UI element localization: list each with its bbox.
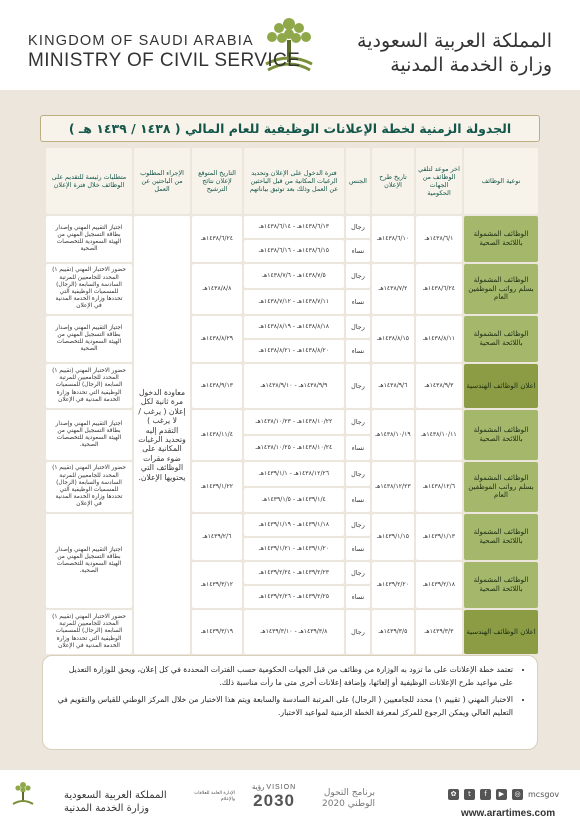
- table-row: [46, 462, 538, 486]
- row-men-period: ١٤٣٨/٦/١٣هـ - ١٤٣٨/٦/١٤هـ: [244, 216, 344, 238]
- row-type: الوظائف المشمولة باللائحة الصحية: [464, 514, 538, 560]
- row-result-date: ١٤٣٩/١/٢٢هـ: [192, 462, 242, 512]
- row-type: الوظائف المشمولة باللائحة الصحية: [464, 316, 538, 362]
- vision-label-ar: رؤية: [252, 784, 265, 791]
- table-header-row: [46, 148, 538, 214]
- row-gender-men: رجال: [346, 462, 370, 486]
- row-last-date: ١٤٣٨/١٠/١١هـ: [416, 410, 462, 460]
- row-gender-women: نساء: [346, 538, 370, 560]
- col-header-requirements: متطلبات رئيسة للتقديم على الوظائف خلال فترة الإعلان: [46, 148, 132, 214]
- row-gender-men: رجال: [346, 216, 370, 238]
- row-requirements: حضور الاختبار المهني (تقييم ١) المحدد للجامعيين للمرتبة السابعة (الرجال) للمسميات الوظيفية التي تحددها وزارة الخدمة المدنية في الإعلان: [46, 610, 132, 654]
- row-requirements: اجتياز التقييم المهني وإصدار بطاقة التسجيل المهني من الهيئة السعودية للتخصصات الصحية.: [46, 410, 132, 460]
- row-women-period: ١٤٣٩/٢/٢٥هـ - ١٤٣٩/٢/٢٦هـ: [244, 586, 344, 608]
- row-publish-date: ١٤٣٩/٣/٥هـ: [372, 610, 414, 654]
- header-arabic-line2: وزارة الخدمة المدنية: [390, 54, 552, 76]
- table-row: [46, 364, 538, 408]
- row-gender-men: رجال: [346, 514, 370, 536]
- row-gender-men: رجال: [346, 264, 370, 288]
- row-publish-date: ١٤٣٨/١٠/١٩هـ: [372, 410, 414, 460]
- row-men-period: ١٤٣٩/٢/٢٣هـ - ١٤٣٩/٢/٢٤هـ: [244, 562, 344, 584]
- instagram-icon[interactable]: ◎: [512, 789, 523, 800]
- twitter-icon[interactable]: t: [464, 789, 475, 800]
- row-gender-men: رجال: [346, 364, 370, 408]
- social-handle: mcsgov: [528, 790, 560, 799]
- header: [0, 0, 580, 90]
- row-publish-date: ١٤٣٩/٢/٢٠هـ: [372, 562, 414, 608]
- row-men-period: ١٤٣٩/١/١٨هـ - ١٤٣٩/١/١٩هـ: [244, 514, 344, 536]
- snapchat-icon[interactable]: ✿: [448, 789, 459, 800]
- row-type: الوظائف المشمولة باللائحة الصحية: [464, 410, 538, 460]
- col-header-result-date: التاريخ المتوقع لإعلان نتائج الترشيح: [192, 148, 242, 214]
- table-row: [46, 410, 538, 434]
- row-result-date: ١٤٣٨/٦/٢٤هـ: [192, 216, 242, 262]
- row-publish-date: ١٤٣٨/١٢/٢٣هـ: [372, 462, 414, 512]
- row-gender-women: نساء: [346, 436, 370, 460]
- table-row: [46, 264, 538, 288]
- youtube-icon[interactable]: ▶: [496, 789, 507, 800]
- vision-2030-logo: [252, 783, 296, 811]
- schedule-table: [44, 146, 540, 656]
- watermark: www.arartimes.com: [461, 808, 556, 819]
- row-result-date: ١٤٣٨/٨/٨هـ: [192, 264, 242, 314]
- row-result-date: ١٤٣٩/٣/١٢هـ: [192, 562, 242, 608]
- row-last-date: ١٤٣٨/٨/١١هـ: [416, 316, 462, 362]
- row-type: اعلان الوظائف الهندسية: [464, 364, 538, 408]
- row-requirements-merged: اجتياز التقييم المهني وإصدار بطاقة التسجيل المهني من الهيئة السعودية للتخصصات الصحية.: [46, 514, 132, 608]
- row-publish-date: ١٤٣٩/١/١٥هـ: [372, 514, 414, 560]
- row-women-period: ١٤٣٨/١٠/٢٤هـ - ١٤٣٨/١٠/٢٥هـ: [244, 436, 344, 460]
- vision-label: VISION: [266, 784, 297, 791]
- row-men-period: ١٤٣٨/١٢/٢٦هـ - ١٤٣٩/١/١هـ: [244, 462, 344, 486]
- ntp-line1: برنامج التحول: [323, 788, 376, 798]
- row-requirements: اجتياز التقييم المهني وإصدار بطاقة التسجيل المهني من الهيئة السعودية للتخصصات الصحية: [46, 316, 132, 362]
- row-gender-men: رجال: [346, 316, 370, 338]
- footer-arabic-line1: المملكة العربية السعودية: [64, 790, 167, 801]
- row-women-period: ١٤٣٩/١/٢٠هـ - ١٤٣٩/١/٢١هـ: [244, 538, 344, 560]
- row-publish-date: ١٤٣٨/٨/١٥هـ: [372, 316, 414, 362]
- social-links: [448, 789, 559, 800]
- row-requirements: حضور الاختبار المهني (تقييم ١) المحدد للجامعيين للمرتبة السابعة (الرجال) للمسميات الوظيفية التي تحددها وزارة الخدمة المدنية في الإعلان: [46, 364, 132, 408]
- row-requirements: حضور الاختبار المهني (تقييم ١) المحدد للجامعيين للمرتبة السادسة والسابعة (الرجال) للمسميات الوظيفية التي تحددها وزارة الخدمة المدنية في الإعلان: [46, 462, 132, 512]
- vision-year: 2030: [253, 791, 295, 810]
- title-bar: [40, 115, 540, 142]
- note-item: • تعتمد خطة الإعلانات على ما تزود به الوزارة من وظائف من قبل الجهات الحكومية حسب الفترات المحددة في كل إعلان، ويحق للوزارة التعديل على مواعيد طرح الإعلانات الوظيفية أو إلغائها، وإضافة إعلانات أخرى متى ما رأت مناسبة ذلك.: [57, 664, 513, 690]
- col-header-last-date: اخر موعد لتلقي الوظائف من الجهات الحكومية: [416, 148, 462, 214]
- row-type: الوظائف المشمولة باللائحة الصحية: [464, 562, 538, 608]
- ntp-line2: الوطني 2020: [322, 798, 376, 809]
- row-requirements: اجتياز التقييم المهني وإصدار بطاقة التسجيل المهني من الهيئة السعودية للتخصصات الصحية: [46, 216, 132, 262]
- row-last-date: ١٤٣٨/٩/٣هـ: [416, 364, 462, 408]
- row-last-date: ١٤٣٨/١٢/٦هـ: [416, 462, 462, 512]
- row-result-date: ١٤٣٨/١١/٤هـ: [192, 410, 242, 460]
- action-required: معاودة الدخول مرة ثانية لكل إعلان ( يرغب / لا يرغب ) التقدم إليه وتحديد الرغبات المكانية على ضوء مقرات الوظائف التي يحتويها الإعلان.: [134, 216, 190, 654]
- col-header-gender: الجنس: [346, 148, 370, 214]
- facebook-icon[interactable]: f: [480, 789, 491, 800]
- header-arabic-line1: المملكة العربية السعودية: [357, 30, 552, 52]
- page-title: الجدولة الزمنية لخطة الإعلانات الوظيفية للعام المالي ( ١٤٣٨ / ١٤٣٩ هـ ): [68, 121, 512, 136]
- table-row: [46, 514, 538, 536]
- row-gender-men: رجال: [346, 562, 370, 584]
- row-result-date: ١٤٣٩/٣/١٩هـ: [192, 610, 242, 654]
- row-period: ١٤٣٨/٩/٩هـ - ١٤٣٨/٩/١٠هـ: [244, 364, 344, 408]
- notes-box: [42, 655, 538, 750]
- row-gender-women: نساء: [346, 240, 370, 262]
- header-english-line2: MINISTRY OF CIVIL SERVICE: [28, 50, 301, 71]
- footer-ministry-logo-icon: [10, 780, 36, 810]
- row-type: الوظائف المشمولة بسلم رواتب الموظفين العام: [464, 462, 538, 512]
- row-publish-date: ١٤٣٨/٦/١٠هـ: [372, 216, 414, 262]
- note-item: • الاختبار المهني ( تقييم ١) محدد للجامعيين ( الرجال) على المرتبة السادسة والسابعة ويتم هذا الاختبار من خلال المركز الوطني للقياس والتقويم في التعليم العالي ويمكن الرجوع للمركز لمعرفة الخطة الزمنية لمواعيد الاختبار.: [57, 694, 513, 720]
- row-last-date: ١٤٣٨/٦/٢٤هـ: [416, 264, 462, 314]
- row-publish-date: ١٤٣٨/٩/٦هـ: [372, 364, 414, 408]
- row-gender-women: نساء: [346, 290, 370, 314]
- row-publish-date: ١٤٣٨/٧/٢هـ: [372, 264, 414, 314]
- row-last-date: ١٤٣٨/٦/١هـ: [416, 216, 462, 262]
- row-women-period: ١٤٣٩/١/٤هـ - ١٤٣٩/١/٥هـ: [244, 488, 344, 512]
- row-result-date: ١٤٣٨/٩/١٣هـ: [192, 364, 242, 408]
- row-type: الوظائف المشمولة بسلم رواتب الموظفين العام: [464, 264, 538, 314]
- row-men-period: ١٤٣٨/١٠/٢٢هـ - ١٤٣٨/١٠/٢٣هـ: [244, 410, 344, 434]
- row-period: ١٤٣٩/٣/٨هـ - ١٤٣٩/٣/١٠هـ: [244, 610, 344, 654]
- row-men-period: ١٤٣٨/٧/٥هـ - ١٤٣٨/٧/٦هـ: [244, 264, 344, 288]
- row-men-period: ١٤٣٨/٨/١٨هـ - ١٤٣٨/٨/١٩هـ: [244, 316, 344, 338]
- footer-department: الإدارة العامة للعلاقات والإعلام: [194, 791, 235, 802]
- row-last-date: ١٤٣٩/١/١٣هـ: [416, 514, 462, 560]
- row-women-period: ١٤٣٨/٧/١١هـ - ١٤٣٨/٧/١٢هـ: [244, 290, 344, 314]
- row-women-period: ١٤٣٨/٨/٢٠هـ - ١٤٣٨/٨/٢١هـ: [244, 340, 344, 362]
- col-header-publish-date: تاريخ طرح الإعلان: [372, 148, 414, 214]
- row-last-date: ١٤٣٩/٢/١٨هـ: [416, 562, 462, 608]
- row-type: اعلان الوظائف الهندسية: [464, 610, 538, 654]
- table-row: [46, 610, 538, 654]
- row-gender-women: نساء: [346, 488, 370, 512]
- col-header-type: نوعية الوظائف: [464, 148, 538, 214]
- footer-arabic-line2: وزارة الخدمة المدنية: [64, 803, 150, 814]
- row-last-date: ١٤٣٩/٣/٣هـ: [416, 610, 462, 654]
- table-row: [46, 316, 538, 338]
- table-row: [46, 216, 538, 238]
- row-gender-women: نساء: [346, 340, 370, 362]
- col-header-action: الإجراء المطلوب من الباحثين عن العمل: [134, 148, 190, 214]
- row-result-date: ١٤٣٨/٨/٢٩هـ: [192, 316, 242, 362]
- national-transformation-logo: [322, 788, 375, 810]
- col-header-period: فترة الدخول على الإعلان وتحديد الرغبات المكانية من قبل الباحثين عن العمل وذلك بعد توثيق بياناتهم: [244, 148, 344, 214]
- row-women-period: ١٤٣٨/٦/١٥هـ - ١٤٣٨/٦/١٦هـ: [244, 240, 344, 262]
- row-gender-men: رجال: [346, 410, 370, 434]
- row-type: الوظائف المشمولة باللائحة الصحية: [464, 216, 538, 262]
- row-result-date: ١٤٣٩/٢/٦هـ: [192, 514, 242, 560]
- row-gender-men: رجال: [346, 610, 370, 654]
- row-gender-women: نساء: [346, 586, 370, 608]
- row-requirements: حضور الاختبار المهني (تقييم ١) المحدد للجامعيين للمرتبة السادسة والسابعة (الرجال) للمسميات الوظيفية التي تحددها وزارة الخدمة المدنية في الإعلان: [46, 264, 132, 314]
- header-english-line1: KINGDOM OF SAUDI ARABIA: [28, 33, 254, 49]
